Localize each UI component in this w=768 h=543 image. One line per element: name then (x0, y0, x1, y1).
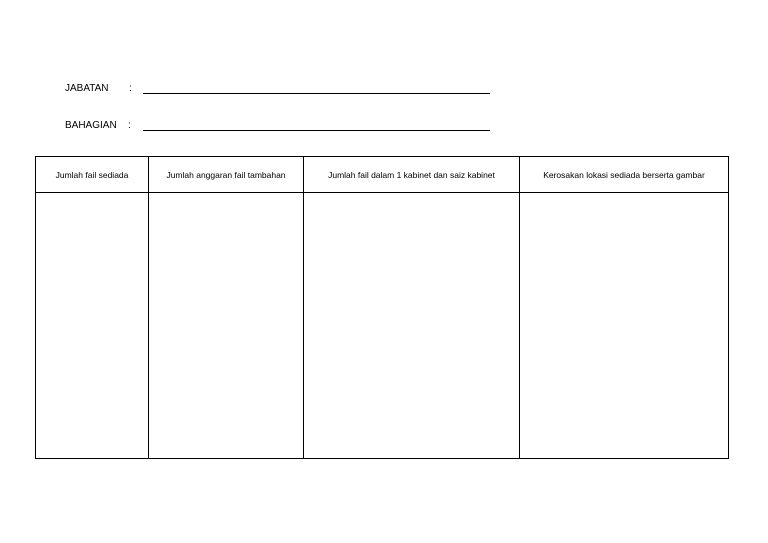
file-info-table (35, 156, 729, 459)
header-jumlah-fail-sediada: Jumlah fail sediada (36, 157, 149, 193)
table-row (36, 193, 729, 459)
cell-kerosakan-lokasi[interactable] (520, 193, 729, 459)
bahagian-colon: : (128, 120, 131, 131)
header-kerosakan-lokasi: Kerosakan lokasi sediada berserta gambar (520, 157, 729, 193)
cell-jumlah-fail-sediada[interactable] (36, 193, 149, 459)
jabatan-label: JABATAN (65, 83, 109, 94)
header-jumlah-anggaran-fail-tambahan: Jumlah anggaran fail tambahan (149, 157, 304, 193)
bahagian-label: BAHAGIAN (65, 120, 117, 131)
bahagian-input-line[interactable] (143, 130, 490, 131)
table-header-row (36, 157, 729, 193)
cell-jumlah-anggaran-fail-tambahan[interactable] (149, 193, 304, 459)
jabatan-input-line[interactable] (143, 93, 490, 94)
header-jumlah-fail-dalam-kabinet: Jumlah fail dalam 1 kabinet dan saiz kabinet (304, 157, 520, 193)
jabatan-colon: : (129, 83, 132, 94)
cell-jumlah-fail-dalam-kabinet[interactable] (304, 193, 520, 459)
